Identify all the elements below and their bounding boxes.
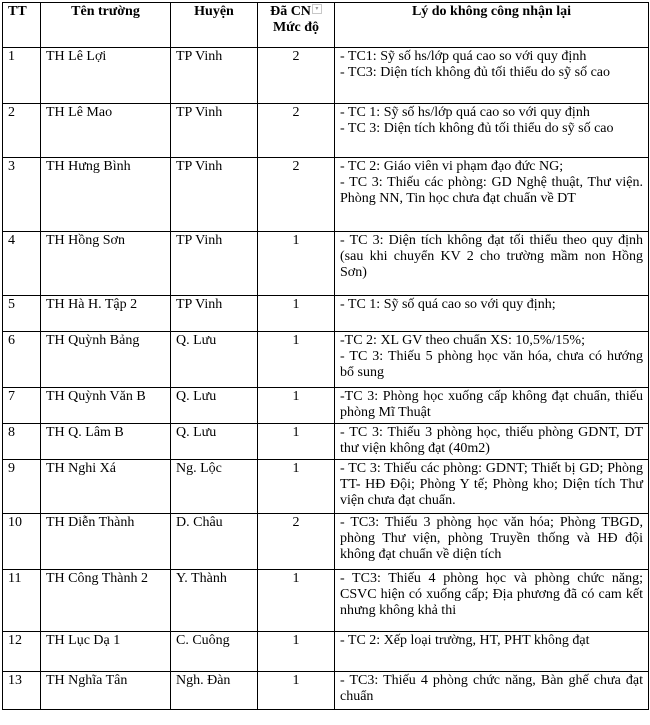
district: Q. Lưu — [171, 332, 258, 388]
school-name: TH Diễn Thành — [41, 514, 171, 570]
reason-cell — [335, 632, 649, 672]
district: TP Vinh — [171, 296, 258, 332]
district: TP Vinh — [171, 232, 258, 296]
schools-table — [2, 2, 649, 710]
district: C. Cuông — [171, 632, 258, 672]
school-name: TH Công Thành 2 — [41, 570, 171, 632]
recognition-level: 1 — [258, 672, 335, 710]
header-level — [258, 3, 335, 48]
table-row — [3, 388, 649, 424]
row-number: 9 — [3, 460, 41, 514]
header-reason: Lý do không công nhận lại — [335, 3, 649, 48]
table-row — [3, 460, 649, 514]
district: D. Châu — [171, 514, 258, 570]
reason-cell — [335, 158, 649, 232]
header-row — [3, 3, 649, 48]
school-name: TH Lục Dạ 1 — [41, 632, 171, 672]
reason-line: - TC1: Sỹ số hs/lớp quá cao so với quy định — [340, 49, 587, 64]
reason-cell — [335, 48, 649, 104]
district: TP Vinh — [171, 158, 258, 232]
recognition-level: 2 — [258, 104, 335, 158]
school-name: TH Hưng Bình — [41, 158, 171, 232]
reason-cell — [335, 570, 649, 632]
filter-dropdown-icon[interactable]: ▾ — [312, 4, 322, 14]
recognition-level: 2 — [258, 158, 335, 232]
recognition-level: 1 — [258, 296, 335, 332]
row-number: 13 — [3, 672, 41, 710]
row-number: 1 — [3, 48, 41, 104]
reason-line: - TC 3: Thiếu 3 phòng học, thiếu phòng GDNT, DT thư viện không đạt (40m2) — [340, 425, 643, 456]
table-row — [3, 48, 649, 104]
table-row — [3, 332, 649, 388]
reason-cell — [335, 296, 649, 332]
school-name: TH Nghĩa Tân — [41, 672, 171, 710]
reason-cell — [335, 104, 649, 158]
row-number: 3 — [3, 158, 41, 232]
table-row — [3, 104, 649, 158]
table-row — [3, 424, 649, 460]
recognition-level: 1 — [258, 570, 335, 632]
row-number: 6 — [3, 332, 41, 388]
header-district: Huyện — [171, 3, 258, 48]
table-body — [3, 48, 649, 710]
table-row — [3, 514, 649, 570]
school-name: TH Quỳnh Văn B — [41, 388, 171, 424]
table-row — [3, 570, 649, 632]
school-name: TH Q. Lâm B — [41, 424, 171, 460]
school-name: TH Hồng Sơn — [41, 232, 171, 296]
reason-line: - TC 1: Sỹ số quá cao so với quy định; — [340, 297, 556, 312]
recognition-level: 1 — [258, 460, 335, 514]
header-tt: TT — [3, 3, 41, 48]
reason-cell — [335, 672, 649, 710]
reason-cell — [335, 332, 649, 388]
header-level-line2: Mức độ — [272, 20, 320, 35]
table-row — [3, 232, 649, 296]
school-name: TH Quỳnh Bảng — [41, 332, 171, 388]
recognition-level: 2 — [258, 48, 335, 104]
reason-line: - TC 3: Diện tích không đạt tối thiểu theo quy định (sau khi chuyển KV 2 cho trường mầm non Hồng Sơn) — [340, 233, 643, 280]
school-name: TH Nghi Xá — [41, 460, 171, 514]
row-number: 10 — [3, 514, 41, 570]
row-number: 8 — [3, 424, 41, 460]
table-row — [3, 296, 649, 332]
row-number: 11 — [3, 570, 41, 632]
reason-line: - TC3: Thiếu 4 phòng chức năng, Bàn ghế chưa đạt chuẩn — [340, 673, 643, 704]
recognition-level: 1 — [258, 632, 335, 672]
school-name: TH Lê Mao — [41, 104, 171, 158]
row-number: 12 — [3, 632, 41, 672]
header-level-line1: Đã CN ▾ — [270, 4, 322, 19]
district: Ngh. Đàn — [171, 672, 258, 710]
row-number: 7 — [3, 388, 41, 424]
school-name: TH Hà H. Tập 2 — [41, 296, 171, 332]
recognition-level: 1 — [258, 388, 335, 424]
table-row — [3, 158, 649, 232]
reason-line: - TC3: Thiếu 4 phòng học và phòng chức năng; CSVC hiện có xuống cấp; Địa phương đã có cam kết nhưng không khả thi — [340, 571, 643, 618]
reason-line: -TC 2: XL GV theo chuẩn XS: 10,5%/15%; — [340, 333, 585, 348]
district: Q. Lưu — [171, 388, 258, 424]
reason-cell — [335, 514, 649, 570]
district: Ng. Lộc — [171, 460, 258, 514]
reason-cell — [335, 424, 649, 460]
recognition-level: 1 — [258, 332, 335, 388]
reason-line: - TC3: Diện tích không đủ tối thiểu do sỹ số cao — [340, 65, 610, 80]
recognition-level: 1 — [258, 424, 335, 460]
school-name: TH Lê Lợi — [41, 48, 171, 104]
row-number: 5 — [3, 296, 41, 332]
table-row — [3, 672, 649, 710]
reason-line: - TC 3: Diện tích không đủ tối thiểu do sỹ số cao — [340, 121, 614, 136]
table-row — [3, 632, 649, 672]
district: Y. Thành — [171, 570, 258, 632]
reason-line: - TC 3: Thiếu các phòng: GD Nghệ thuật, Thư viện. Phòng NN, Tin học chưa đạt chuẩn về DT — [340, 175, 643, 206]
reason-line: -TC 3: Phòng học xuống cấp không đạt chuẩn, thiếu phòng Mĩ Thuật — [340, 389, 643, 420]
header-school-name: Tên trường — [41, 3, 171, 48]
reason-line: - TC 3: Thiếu 5 phòng học văn hóa, chưa có hướng bổ sung — [340, 349, 643, 380]
reason-line: - TC 1: Sỹ số hs/lớp quá cao so với quy định — [340, 105, 590, 120]
reason-line: - TC 2: Giáo viên vi phạm đạo đức NG; — [340, 159, 564, 174]
reason-line: - TC 2: Xếp loại trường, HT, PHT không đạt — [340, 633, 590, 648]
district: Q. Lưu — [171, 424, 258, 460]
recognition-level: 2 — [258, 514, 335, 570]
district: TP Vinh — [171, 48, 258, 104]
reason-cell — [335, 388, 649, 424]
reason-line: - TC 3: Thiếu các phòng: GDNT; Thiết bị GD; Phòng TT- HĐ Đội; Phòng Y tế; Phòng kho; Diện tích Thư viện chưa đạt chuẩn. — [340, 461, 643, 508]
reason-cell — [335, 460, 649, 514]
district: TP Vinh — [171, 104, 258, 158]
row-number: 2 — [3, 104, 41, 158]
reason-cell — [335, 232, 649, 296]
row-number: 4 — [3, 232, 41, 296]
recognition-level: 1 — [258, 232, 335, 296]
reason-line: - TC3: Thiếu 3 phòng học văn hóa; Phòng TBGD, phòng Thư viện, phòng Truyền thống và HĐ đội không đạt chuẩn về diện tích — [340, 515, 643, 562]
